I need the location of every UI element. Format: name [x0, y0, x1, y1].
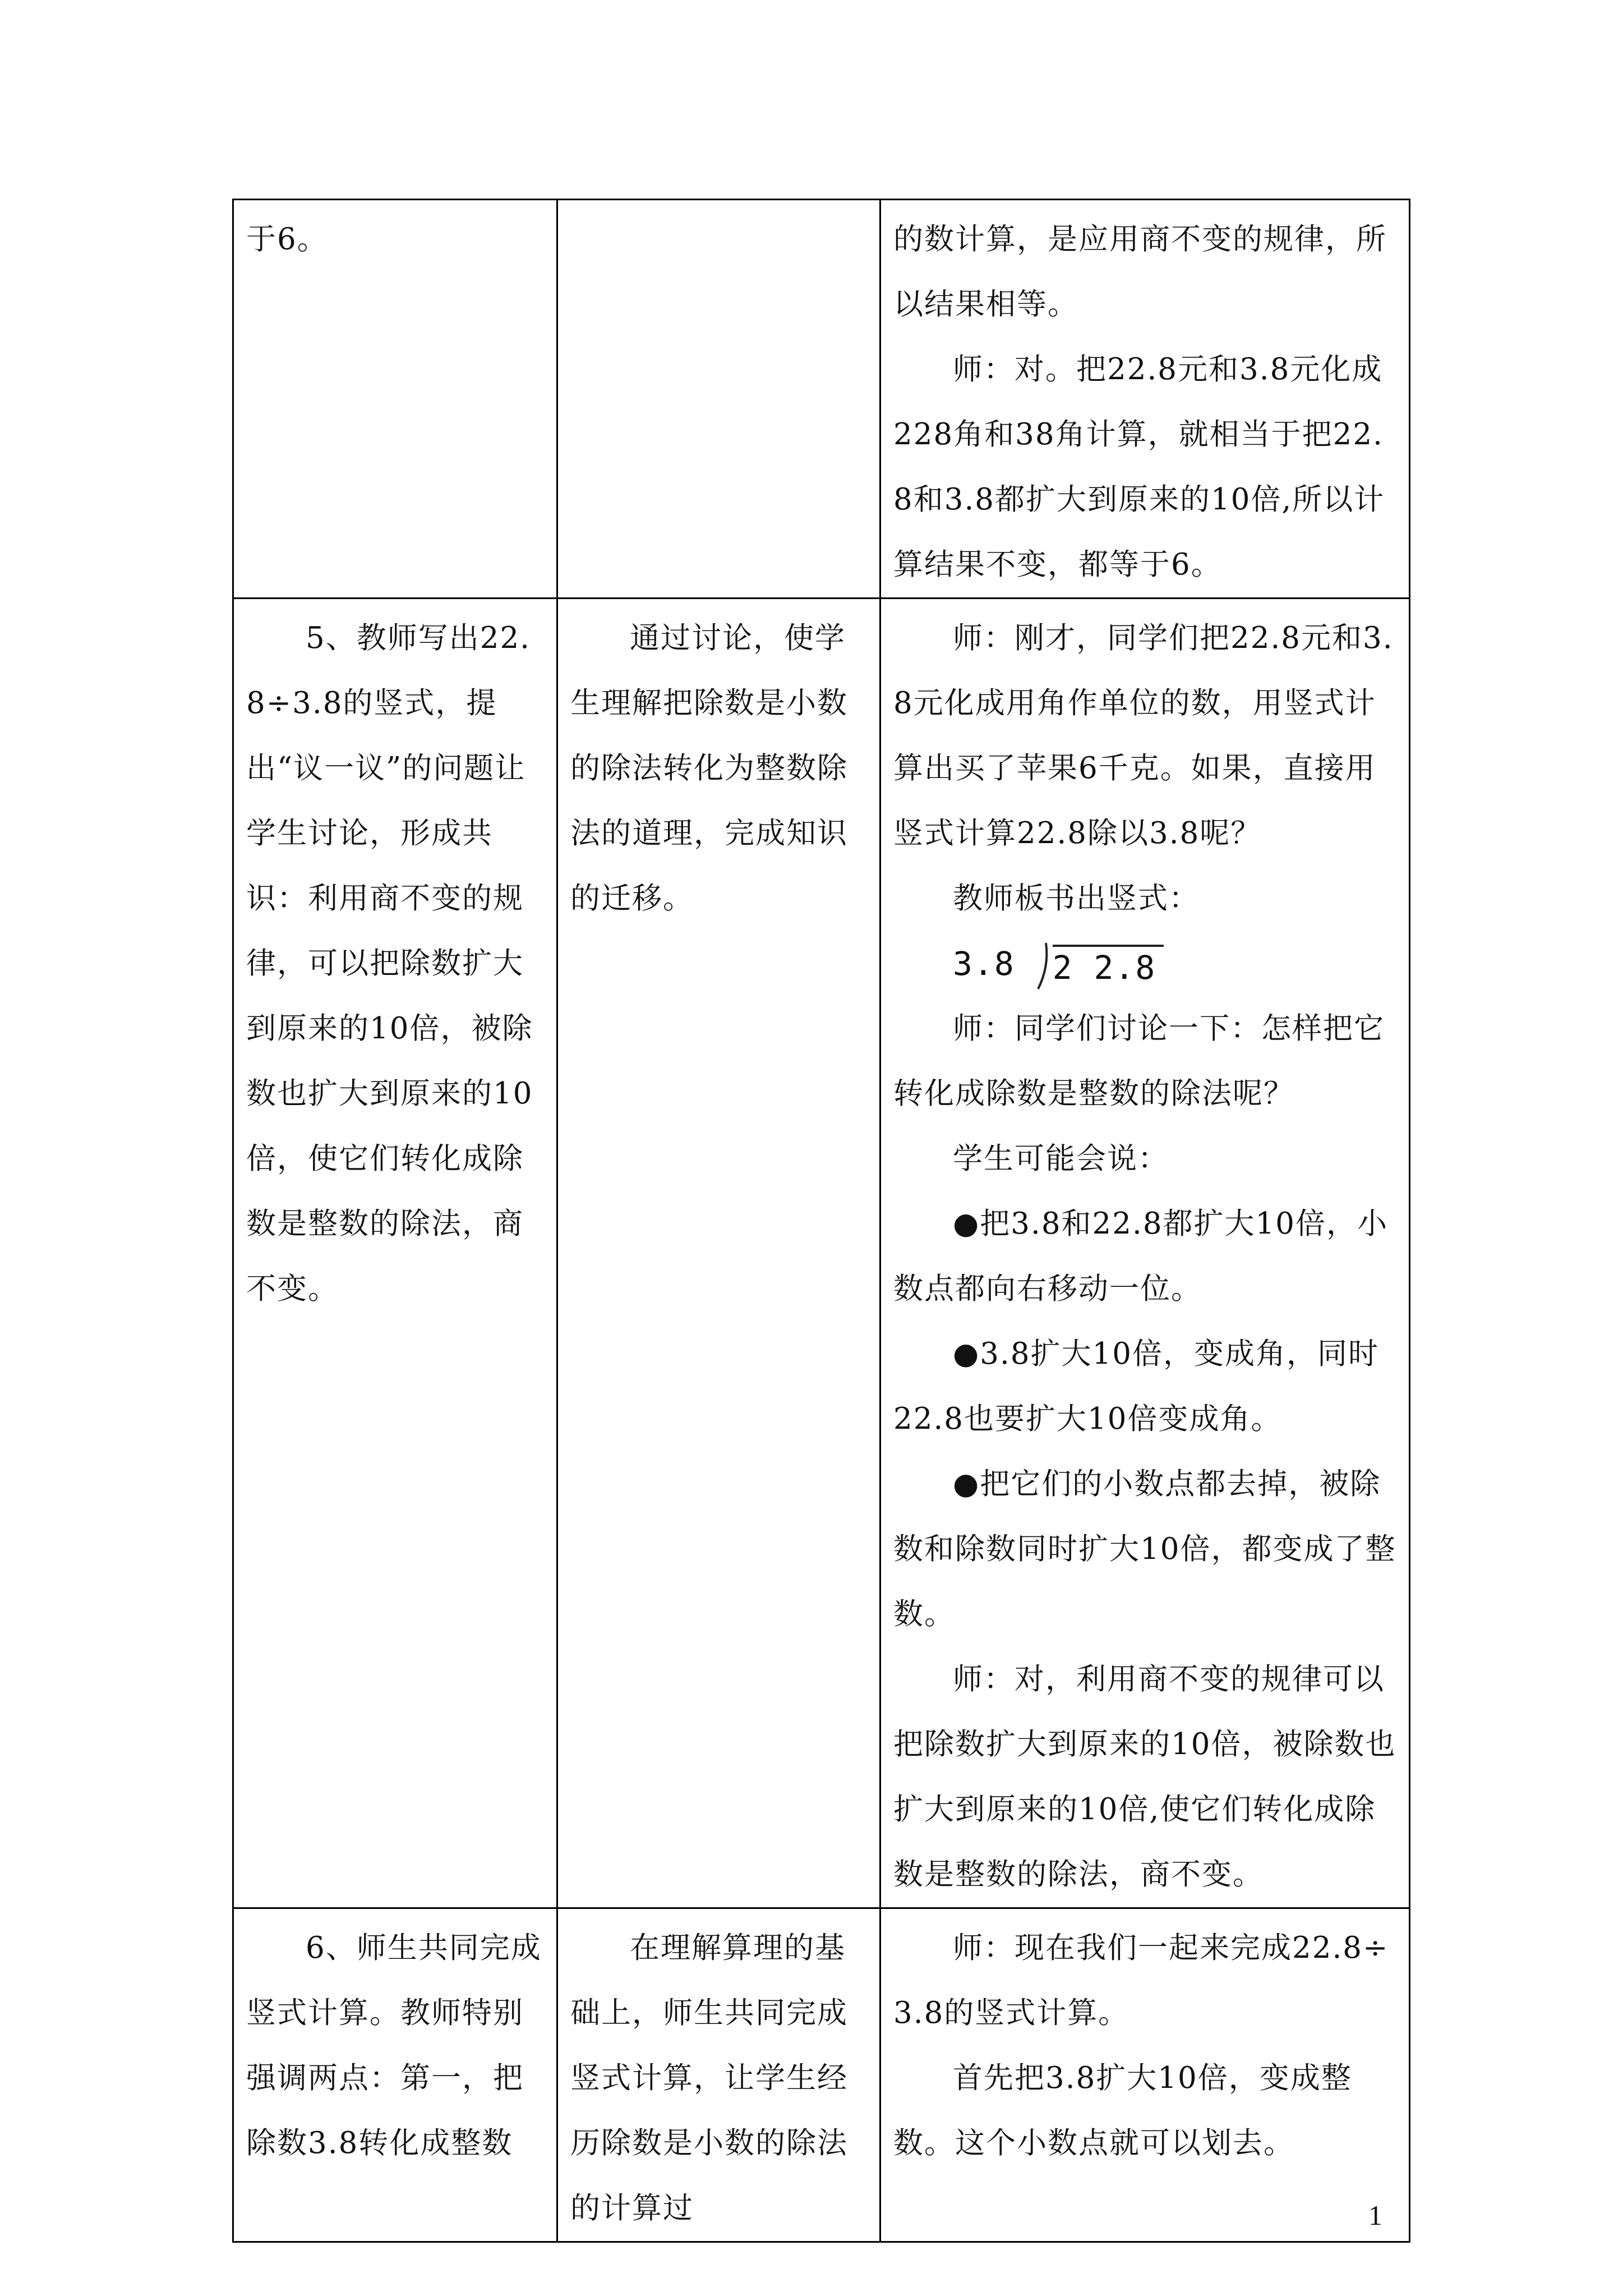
- long-division-formula: [953, 931, 1396, 996]
- paragraph: 在理解算理的基础上，师生共同完成竖式计算，让学生经历除数是小数的除法的计算过: [570, 1931, 848, 2225]
- paragraph: 教师板书出竖式：: [953, 881, 1200, 915]
- paragraph: 首先把3.8扩大10倍，变成整数。这个小数点就可以划去。: [893, 2061, 1352, 2160]
- paragraph: ●把它们的小数点都去掉，被除数和除数同时扩大10倍，都变成了整数。: [893, 1467, 1396, 1631]
- paragraph: 的数计算，是应用商不变的规律，所以结果相等。: [893, 222, 1387, 321]
- paragraph: ●3.8扩大10倍，变成角，同时22.8也要扩大10倍变成角。: [893, 1337, 1379, 1436]
- intent-cell: [557, 599, 880, 1908]
- lesson-plan-table: [232, 199, 1410, 2243]
- dialogue-cell: [880, 599, 1410, 1908]
- paragraph: 师：对。把22.8元和3.8元化成228角和38角计算，就相当于把22.8和3.8都扩大到原来的10倍,所以计算结果不变，都等于6。: [893, 352, 1385, 582]
- paragraph: 学生可能会说：: [953, 1142, 1169, 1176]
- divisor: 3.8: [953, 945, 1015, 983]
- page-number: 1: [1368, 2200, 1382, 2231]
- division-bracket-icon: [1036, 941, 1053, 991]
- paragraph: 通过讨论，使学生理解把除数是小数的除法转化为整数除法的道理，完成知识的迁移。: [570, 621, 848, 915]
- table-row: [233, 599, 1410, 1908]
- table-row: [233, 1908, 1410, 2242]
- dividend: 2 2.8: [1053, 945, 1164, 987]
- activity-cell: [233, 1908, 557, 2242]
- paragraph: 师：现在我们一起来完成22.8÷3.8的竖式计算。: [893, 1931, 1389, 2030]
- intent-cell: [557, 200, 880, 599]
- intent-cell: [557, 1908, 880, 2242]
- paragraph: 5、教师写出22.8÷3.8的竖式，提出“议一议”的问题让学生讨论，形成共识：利用商不变的规律，可以把除数扩大到原来的10倍，被除数也扩大到原来的10倍，使它们转化成除数是整数的除法，商不变。: [246, 621, 533, 1306]
- paragraph: 师：对，利用商不变的规律可以把除数扩大到原来的10倍，被除数也扩大到原来的10倍,使它们转化成除数是整数的除法，商不变。: [893, 1662, 1396, 1892]
- paragraph: 于6。: [246, 222, 328, 256]
- activity-cell: [233, 599, 557, 1908]
- paragraph: ●把3.8和22.8都扩大10倍，小数点都向右移动一位。: [893, 1207, 1388, 1306]
- table-row: [233, 200, 1410, 599]
- paragraph: 师：同学们讨论一下：怎样把它转化成除数是整数的除法呢？: [893, 1011, 1385, 1111]
- paragraph: 师：刚才，同学们把22.8元和3.8元化成用角作单位的数，用竖式计算出买了苹果6千克。如果，直接用竖式计算22.8除以3.8呢？: [893, 621, 1394, 850]
- activity-cell: [233, 200, 557, 599]
- dialogue-cell: [880, 1908, 1410, 2242]
- paragraph: 6、师生共同完成竖式计算。教师特别强调两点：第一，把除数3.8转化成整数: [246, 1931, 542, 2160]
- dialogue-cell: [880, 200, 1410, 599]
